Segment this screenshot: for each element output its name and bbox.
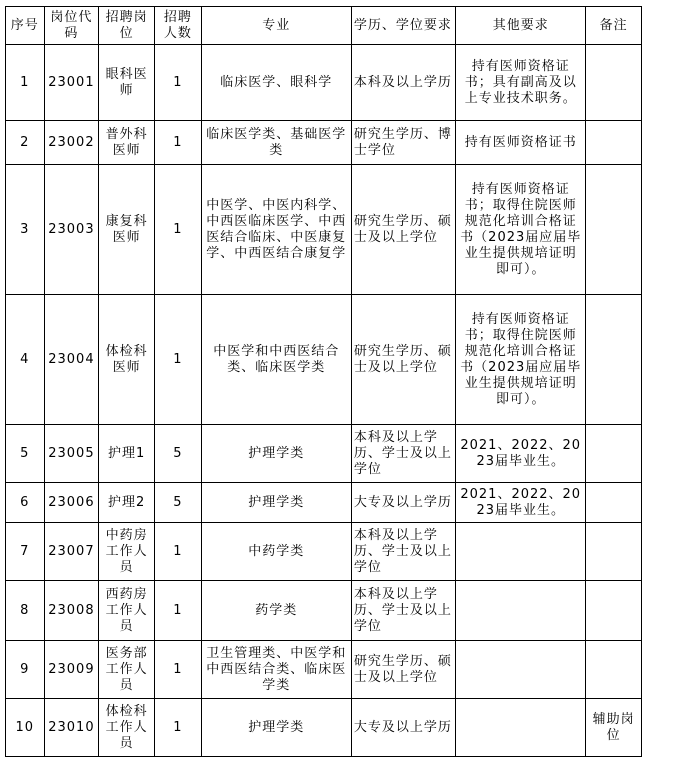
cell-post: 护理1: [99, 425, 155, 483]
cell-note: 辅助岗位: [586, 699, 642, 757]
cell-seq: 9: [6, 641, 45, 699]
cell-edu: 研究生学历、硕士及以上学位: [351, 295, 455, 425]
cell-num: 1: [155, 45, 202, 121]
header-post: 招聘岗位: [99, 7, 155, 45]
cell-edu: 本科及以上学历、学士及以上学位: [351, 425, 455, 483]
cell-num: 5: [155, 483, 202, 523]
cell-other: [456, 523, 586, 581]
cell-code: 23009: [44, 641, 99, 699]
cell-note: [586, 295, 642, 425]
cell-num: 1: [155, 121, 202, 165]
cell-num: 1: [155, 523, 202, 581]
cell-seq: 4: [6, 295, 45, 425]
header-seq: 序号: [6, 7, 45, 45]
table-row: [6, 699, 642, 757]
table-row: [6, 641, 642, 699]
cell-edu: 研究生学历、硕士及以上学位: [351, 641, 455, 699]
cell-note: [586, 483, 642, 523]
cell-major: 中药学类: [201, 523, 351, 581]
recruitment-table: [5, 6, 642, 757]
cell-post: 西药房工作人员: [99, 581, 155, 641]
cell-post: 中药房工作人员: [99, 523, 155, 581]
cell-num: 1: [155, 165, 202, 295]
header-edu: 学历、学位要求: [351, 7, 455, 45]
cell-edu: 研究生学历、硕士及以上学位: [351, 165, 455, 295]
cell-other: [456, 699, 586, 757]
cell-major: 临床医学、眼科学: [201, 45, 351, 121]
table-row: [6, 483, 642, 523]
cell-num: 1: [155, 295, 202, 425]
cell-major: 护理学类: [201, 699, 351, 757]
table-row: [6, 581, 642, 641]
cell-seq: 8: [6, 581, 45, 641]
header-row: [6, 7, 642, 45]
cell-edu: 研究生学历、博士学位: [351, 121, 455, 165]
cell-seq: 1: [6, 45, 45, 121]
cell-major: 卫生管理类、中医学和中西医结合类、临床医学类: [201, 641, 351, 699]
table-row: [6, 295, 642, 425]
header-note: 备注: [586, 7, 642, 45]
header-other: 其他要求: [456, 7, 586, 45]
table-row: [6, 523, 642, 581]
cell-major: 药学类: [201, 581, 351, 641]
cell-post: 眼科医师: [99, 45, 155, 121]
cell-major: 临床医学类、基础医学类: [201, 121, 351, 165]
cell-post: 体检科医师: [99, 295, 155, 425]
cell-seq: 5: [6, 425, 45, 483]
cell-code: 23007: [44, 523, 99, 581]
cell-seq: 10: [6, 699, 45, 757]
cell-code: 23006: [44, 483, 99, 523]
cell-num: 5: [155, 425, 202, 483]
cell-note: [586, 581, 642, 641]
cell-num: 1: [155, 699, 202, 757]
cell-code: 23005: [44, 425, 99, 483]
cell-seq: 7: [6, 523, 45, 581]
cell-post: 护理2: [99, 483, 155, 523]
cell-note: [586, 523, 642, 581]
cell-edu: 大专及以上学历: [351, 483, 455, 523]
cell-note: [586, 165, 642, 295]
cell-major: 中医学、中医内科学、中西医临床医学、中西医结合临床、中医康复学、中西医结合康复学: [201, 165, 351, 295]
cell-seq: 2: [6, 121, 45, 165]
header-code: 岗位代码: [44, 7, 99, 45]
cell-major: 护理学类: [201, 483, 351, 523]
cell-post: 体检科工作人员: [99, 699, 155, 757]
table-row: [6, 45, 642, 121]
cell-other: 持有医师资格证书；取得住院医师规范化培训合格证书（2023届应届毕业生提供规培证明即可）。: [456, 165, 586, 295]
cell-other: [456, 641, 586, 699]
cell-num: 1: [155, 641, 202, 699]
cell-major: 中医学和中西医结合类、临床医学类: [201, 295, 351, 425]
cell-code: 23010: [44, 699, 99, 757]
cell-seq: 3: [6, 165, 45, 295]
cell-seq: 6: [6, 483, 45, 523]
table-row: [6, 165, 642, 295]
cell-other: 2021、2022、2023届毕业生。: [456, 483, 586, 523]
cell-post: 普外科医师: [99, 121, 155, 165]
cell-other: [456, 581, 586, 641]
cell-note: [586, 641, 642, 699]
cell-code: 23004: [44, 295, 99, 425]
cell-post: 康复科医师: [99, 165, 155, 295]
cell-post: 医务部工作人员: [99, 641, 155, 699]
cell-code: 23008: [44, 581, 99, 641]
recruitment-table-container: [5, 6, 642, 757]
cell-num: 1: [155, 581, 202, 641]
cell-note: [586, 45, 642, 121]
cell-edu: 本科及以上学历: [351, 45, 455, 121]
cell-note: [586, 121, 642, 165]
table-row: [6, 121, 642, 165]
cell-code: 23003: [44, 165, 99, 295]
cell-major: 护理学类: [201, 425, 351, 483]
cell-other: 持有医师资格证书: [456, 121, 586, 165]
cell-edu: 大专及以上学历: [351, 699, 455, 757]
header-num: 招聘人数: [155, 7, 202, 45]
cell-edu: 本科及以上学历、学士及以上学位: [351, 581, 455, 641]
cell-edu: 本科及以上学历、学士及以上学位: [351, 523, 455, 581]
cell-code: 23002: [44, 121, 99, 165]
cell-note: [586, 425, 642, 483]
cell-other: 持有医师资格证书；取得住院医师规范化培训合格证书（2023届应届毕业生提供规培证明即可）。: [456, 295, 586, 425]
table-row: [6, 425, 642, 483]
cell-other: 2021、2022、2023届毕业生。: [456, 425, 586, 483]
header-major: 专业: [201, 7, 351, 45]
cell-other: 持有医师资格证书；具有副高及以上专业技术职务。: [456, 45, 586, 121]
cell-code: 23001: [44, 45, 99, 121]
